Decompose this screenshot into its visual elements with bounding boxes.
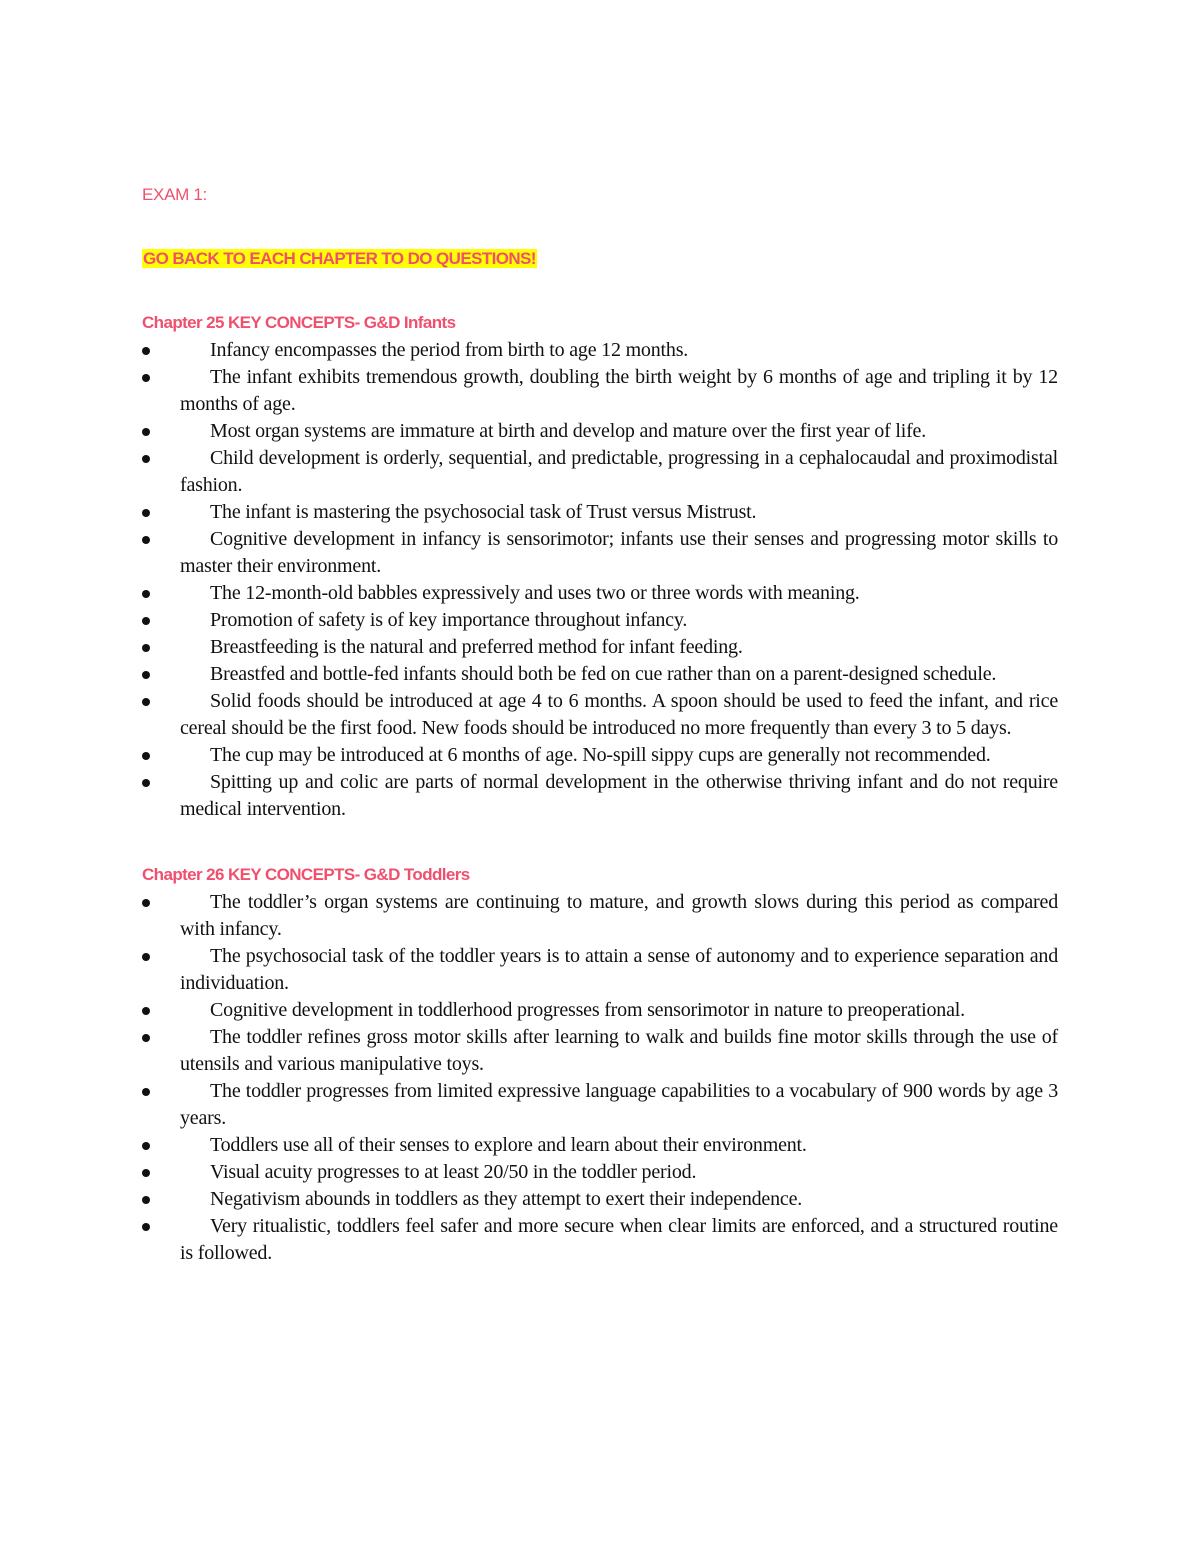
bullet-icon	[142, 1223, 150, 1231]
bullet-icon	[142, 536, 150, 544]
list-item: The infant exhibits tremendous growth, doubling the birth weight by 6 months of age and tripling it by 12 months of age.	[142, 364, 1058, 418]
exam-title: EXAM 1:	[142, 185, 207, 204]
list-item: Breastfeeding is the natural and preferred method for infant feeding.	[142, 634, 1058, 661]
bullet-icon	[142, 1007, 150, 1015]
bullet-icon	[142, 671, 150, 679]
bullet-icon	[142, 455, 150, 463]
bullet-icon	[142, 1142, 150, 1150]
list-item: Breastfed and bottle-fed infants should both be fed on cue rather than on a parent-designed schedule.	[142, 661, 1058, 688]
bullet-icon	[142, 374, 150, 382]
bullet-icon	[142, 953, 150, 961]
list-item: Cognitive development in toddlerhood progresses from sensorimotor in nature to preoperational.	[142, 997, 1058, 1024]
bullet-icon	[142, 617, 150, 625]
bullet-icon	[142, 644, 150, 652]
highlighted-notice: GO BACK TO EACH CHAPTER TO DO QUESTIONS!	[143, 249, 536, 268]
list-item: The toddler refines gross motor skills after learning to walk and builds fine motor skills through the use of utensils and various manipulative toys.	[142, 1024, 1058, 1078]
list-item: Visual acuity progresses to at least 20/50 in the toddler period.	[142, 1159, 1058, 1186]
list-item: The cup may be introduced at 6 months of age. No-spill sippy cups are generally not recommended.	[142, 742, 1058, 769]
list-item: The infant is mastering the psychosocial task of Trust versus Mistrust.	[142, 499, 1058, 526]
bullet-icon	[142, 1196, 150, 1204]
bullet-icon	[142, 899, 150, 907]
bullet-icon	[142, 752, 150, 760]
bullet-icon	[142, 779, 150, 787]
list-item: The toddler progresses from limited expressive language capabilities to a vocabulary of 900 words by age 3 years.	[142, 1078, 1058, 1132]
list-item: Cognitive development in infancy is sensorimotor; infants use their senses and progressing motor skills to master their environment.	[142, 526, 1058, 580]
list-item: Spitting up and colic are parts of normal development in the otherwise thriving infant and do not require medical intervention.	[142, 769, 1058, 823]
list-item: Promotion of safety is of key importance throughout infancy.	[142, 607, 1058, 634]
bullet-icon	[142, 1088, 150, 1096]
list-item: The psychosocial task of the toddler years is to attain a sense of autonomy and to experience separation and individuation.	[142, 943, 1058, 997]
list-item: The 12-month-old babbles expressively and uses two or three words with meaning.	[142, 580, 1058, 607]
list-item: Most organ systems are immature at birth and develop and mature over the first year of life.	[142, 418, 1058, 445]
notice-line	[142, 245, 1058, 273]
chapter-25-heading: Chapter 25 KEY CONCEPTS- G&D Infants	[142, 313, 456, 332]
list-item: Very ritualistic, toddlers feel safer and more secure when clear limits are enforced, and a structured routine is followed.	[142, 1213, 1058, 1267]
list-item: Infancy encompasses the period from birth to age 12 months.	[142, 337, 1058, 364]
list-item: The toddler’s organ systems are continuing to mature, and growth slows during this period as compared with infancy.	[142, 889, 1058, 943]
bullet-icon	[142, 347, 150, 355]
bullet-icon	[142, 698, 150, 706]
chapter-26-heading: Chapter 26 KEY CONCEPTS- G&D Toddlers	[142, 865, 470, 884]
chapter-25-concept-list	[142, 337, 1058, 823]
bullet-icon	[142, 428, 150, 436]
bullet-icon	[142, 590, 150, 598]
bullet-icon	[142, 509, 150, 517]
chapter-26-concept-list	[142, 889, 1058, 1267]
document-content	[142, 181, 1058, 1267]
list-item: Negativism abounds in toddlers as they attempt to exert their independence.	[142, 1186, 1058, 1213]
list-item: Toddlers use all of their senses to explore and learn about their environment.	[142, 1132, 1058, 1159]
list-item: Child development is orderly, sequential, and predictable, progressing in a cephalocaudal and proximodistal fashion.	[142, 445, 1058, 499]
list-item: Solid foods should be introduced at age 4 to 6 months. A spoon should be used to feed the infant, and rice cereal should be the first food. New foods should be introduced no more frequently than every 3 to 5 days.	[142, 688, 1058, 742]
bullet-icon	[142, 1169, 150, 1177]
bullet-icon	[142, 1034, 150, 1042]
